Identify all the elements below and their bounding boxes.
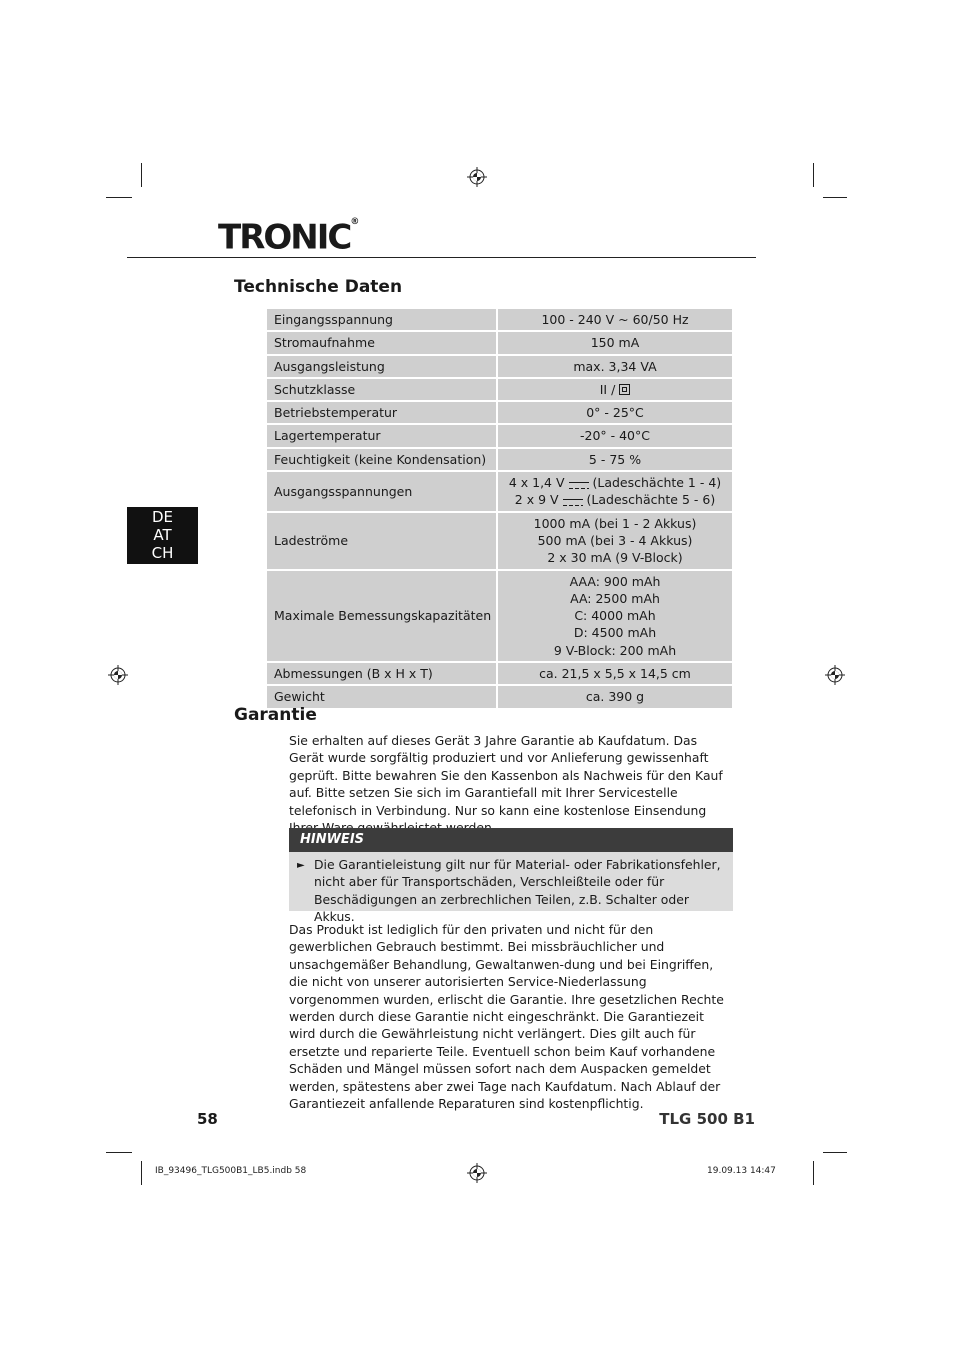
table-row — [267, 472, 732, 513]
spec-value: 4 x 1,4 V (Ladeschächte 1 - 4) 2 x 9 V (Ladeschächte 5 - 6) — [498, 472, 732, 513]
crop-mark — [141, 163, 142, 187]
slug-file: IB_93496_TLG500B1_LB5.indb 58 — [155, 1166, 307, 1176]
crop-mark — [141, 1161, 142, 1185]
crop-mark — [813, 1161, 814, 1185]
spec-label: Betriebstemperatur — [267, 402, 498, 425]
table-row — [267, 332, 732, 355]
table-row — [267, 449, 732, 472]
page-number: 58 — [197, 1110, 218, 1128]
spec-value: 5 - 75 % — [498, 449, 732, 472]
spec-value: ca. 390 g — [498, 686, 732, 709]
spec-label: Maximale Bemessungskapazitäten — [267, 571, 498, 663]
spec-value: 100 - 240 V ~ 60/50 Hz — [498, 309, 732, 332]
crop-mark — [106, 197, 132, 198]
spec-value: max. 3,34 VA — [498, 356, 732, 379]
spec-label: Schutzklasse — [267, 379, 498, 402]
table-row — [267, 686, 732, 709]
hinweis-box — [289, 852, 733, 925]
table-row — [267, 571, 732, 663]
lang-at: AT — [153, 526, 172, 544]
spec-label: Ausgangsspannungen — [267, 472, 498, 513]
lang-ch: CH — [151, 544, 174, 562]
spec-label: Abmessungen (B x H x T) — [267, 663, 498, 686]
spec-label: Stromaufnahme — [267, 332, 498, 355]
spec-label: Ladeströme — [267, 513, 498, 571]
registration-mark-icon — [108, 665, 128, 685]
spec-value: AAA: 900 mAh AA: 2500 mAh C: 4000 mAh D: 4500 mAh 9 V-Block: 200 mAh — [498, 571, 732, 663]
hinweis-header: HINWEIS — [289, 828, 733, 852]
table-row — [267, 356, 732, 379]
registration-mark-icon — [467, 167, 487, 187]
table-row — [267, 513, 732, 571]
bullet-arrow-icon: ► — [297, 860, 305, 871]
spec-table — [267, 309, 732, 710]
dc-symbol-icon — [569, 482, 589, 489]
garantie-body: Das Produkt ist lediglich für den privaten und nicht für den gewerblichen Gebrauch bestimmt. Bei missbräuchlicher und unsachgemäßer Behandlung, Gewaltanwen-dung und bei Eingriffen, die nicht von unserer autorisierten Service-Niederlassung vorgenommen wurden, erlischt die Garantie. Ihre gesetzlichen Rechte werden durch diese Garantie nicht eingeschränkt. Die Garantiezeit wird durch die Gewährleistung nicht verlängert. Dies gilt auch für ersetzte und reparierte Teile. Eventuell schon beim Kauf vorhandene Schäden und Mängel müssen sofort nach dem Auspacken gemeldet werden, spätestens aber zwei Tage nach Kaufdatum. Nach Ablauf der Garantiezeit anfallende Reparaturen sind kostenpflichtig. — [289, 922, 724, 1112]
hinweis-text: Die Garantieleistung gilt nur für Material- oder Fabrikationsfehler, nicht aber für Transportschäden, Verschleißteile oder für Beschädigungen an zerbrechlichen Teilen, z.B. Schalter oder Akkus. — [314, 857, 721, 925]
spec-label: Eingangsspannung — [267, 309, 498, 332]
model-name: TLG 500 B1 — [659, 1110, 755, 1128]
table-row — [267, 425, 732, 448]
spec-value: ca. 21,5 x 5,5 x 14,5 cm — [498, 663, 732, 686]
section-title-garantie: Garantie — [234, 705, 317, 725]
section-title-technische-daten: Technische Daten — [234, 277, 403, 297]
spec-value: -20° - 40°C — [498, 425, 732, 448]
registration-mark-icon — [467, 1163, 487, 1183]
tronic-logo: TRONIC® — [218, 217, 360, 258]
table-row — [267, 379, 732, 402]
spec-value: 1000 mA (bei 1 - 2 Akkus) 500 mA (bei 3 - 4 Akkus) 2 x 30 mA (9 V-Block) — [498, 513, 732, 571]
slug-date: 19.09.13 14:47 — [707, 1166, 776, 1176]
garantie-intro: Sie erhalten auf dieses Gerät 3 Jahre Garantie ab Kaufdatum. Das Gerät wurde sorgfältig produziert und vor Anlieferung gewissenhaft geprüft. Bitte bewahren Sie den Kassenbon als Nachweis für den Kauf auf. Bitte setzen Sie sich im Garantiefall mit Ihrer Servicestelle telefonisch in Verbindung. Nur so kann eine kostenlose Einsendung — [289, 733, 723, 818]
table-row — [267, 309, 732, 332]
spec-value: 0° - 25°C — [498, 402, 732, 425]
table-row — [267, 402, 732, 425]
crop-mark — [823, 197, 847, 198]
registration-mark-icon — [825, 665, 845, 685]
spec-label: Gewicht — [267, 686, 498, 709]
language-tab — [127, 507, 198, 564]
spec-label: Lagertemperatur — [267, 425, 498, 448]
crop-mark — [106, 1152, 132, 1153]
spec-label: Feuchtigkeit (keine Kondensation) — [267, 449, 498, 472]
crop-mark — [823, 1152, 847, 1153]
protection-class-ii-icon — [619, 384, 630, 395]
dc-symbol-icon — [563, 499, 583, 506]
header-rule — [127, 257, 756, 258]
spec-label: Ausgangsleistung — [267, 356, 498, 379]
crop-mark — [813, 163, 814, 187]
spec-value: II / — [498, 379, 732, 402]
lang-de: DE — [151, 508, 174, 526]
table-row — [267, 663, 732, 686]
spec-value: 150 mA — [498, 332, 732, 355]
